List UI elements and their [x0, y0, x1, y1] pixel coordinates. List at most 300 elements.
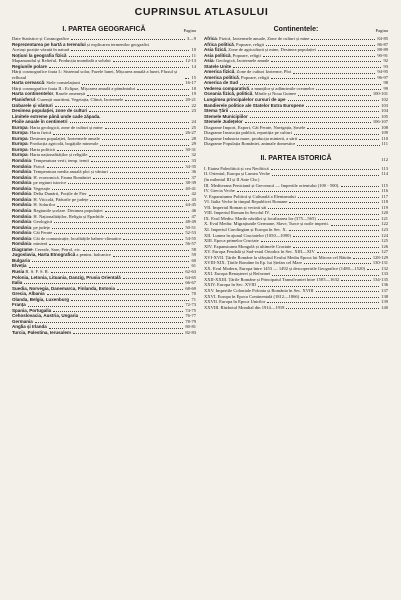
dot-leader: [293, 236, 379, 237]
dot-leader: [51, 272, 183, 273]
toc-entry-bold: România: [12, 163, 32, 169]
dot-leader: [49, 244, 183, 245]
toc-entry-text: , Zone de agricultură și mine, Desimea populației: [226, 47, 316, 53]
toc-entry-bold: Spania, Portugalia: [12, 307, 52, 313]
toc-entry-text: , Zone de culturi Izoterme, Ploi: [234, 69, 292, 75]
toc-entry-text: : pe județe: [31, 224, 50, 230]
toc-entry-bold: Suedia, Norvegia, Danemarca, Finlanda, Estonia: [12, 285, 116, 291]
toc-entry-bold: Planisferul: [12, 97, 36, 103]
toc-entry-text: : Vegetație: [31, 185, 51, 191]
toc-entry-page: 93: [383, 63, 388, 69]
toc-entry-text: R. S. F. S. R.: [24, 268, 49, 274]
toc-entry-text: , a munților și adâncimile oceanelor: [249, 85, 315, 91]
dot-leader: [297, 145, 379, 146]
section-istorica-page: 112: [381, 156, 388, 162]
toc-entry-page: 84-85: [377, 36, 388, 41]
toc-entry-bold: Asia fizică: [204, 47, 227, 53]
toc-entry-bold: Cehoslovacia, Austria, Ungaria: [12, 313, 79, 319]
dot-leader: [113, 256, 190, 257]
toc-entry-page: 62-63: [185, 268, 196, 274]
dot-leader: [298, 197, 380, 198]
toc-entry-text: V. Expansiunea Politică și Culturală a Elenismului: [204, 193, 296, 199]
dot-leader: [71, 39, 185, 40]
toc-entry-bold: Ploile anuale în centimetri: [12, 119, 68, 125]
toc-entry-page: 139: [381, 299, 388, 305]
dot-leader: [230, 111, 379, 112]
toc-entry-page: 70: [191, 291, 196, 297]
toc-entry-page: 78-79: [185, 318, 196, 324]
toc-entry-page: 102: [381, 97, 388, 103]
toc-entry-page: 25: [191, 124, 196, 130]
toc-entry-page: 106-107: [372, 119, 388, 125]
dot-leader: [289, 202, 379, 203]
section-heading-geografica: I. PARTEA GEOGRAFICĂ: [62, 26, 146, 33]
toc-entry-bold: Asia: [204, 58, 214, 64]
toc-entry-page: 46: [191, 207, 196, 213]
toc-entry-bold: România: [12, 196, 32, 202]
toc-entry-page: 115: [381, 182, 388, 188]
dot-leader: [233, 67, 381, 68]
toc-entry-bold: Jugoslavia, Harta Etnografică: [12, 252, 76, 258]
toc-entry-text: Aceiași poziție văzută în natură: [12, 47, 70, 53]
toc-entry-page: 12-13: [185, 58, 196, 64]
dot-leader: [341, 280, 371, 281]
toc-entry-page: 108: [381, 124, 388, 130]
toc-entry-page: 66-67: [185, 280, 196, 286]
dot-leader: [311, 39, 375, 40]
toc-entry-page: 86-87: [377, 41, 388, 47]
toc-entry: [12, 69, 196, 80]
dot-leader: [301, 297, 379, 298]
toc-entry-text: : Fizică: [31, 163, 45, 169]
right-entries: [204, 36, 388, 147]
toc-entry-title: [12, 275, 121, 281]
toc-entry-text: VI. Italia Veche în timpul Republicei Romane: [204, 199, 288, 205]
toc-entry-page: 118: [381, 199, 388, 205]
dot-leader: [367, 269, 379, 270]
toc-entry-page: 99: [383, 85, 388, 91]
toc-entry-title: [204, 305, 284, 311]
dot-leader: [54, 222, 183, 223]
toc-entry-bold: Stemele Municipiilor: [204, 113, 248, 119]
dot-leader: [73, 333, 183, 334]
dot-leader: [271, 169, 380, 170]
toc-entry-page: 37: [191, 174, 196, 180]
toc-entry-page: 22: [191, 102, 196, 108]
toc-entry-text: II. Orientul, Europa și Lumea Veche: [204, 171, 270, 177]
toc-entry-text: XXVII. Europa în Epoca Unirilor: [204, 299, 266, 305]
toc-entry-page: 137: [381, 287, 388, 293]
dot-leader: [299, 139, 379, 140]
dot-leader: [272, 214, 379, 215]
toc-entry-text: , Popoare, religii: [238, 74, 270, 80]
toc-entry-page: 98: [383, 80, 388, 86]
toc-entry-page: 90-91: [377, 52, 388, 58]
toc-entry-text: I. Etatea Paleolitică și cea Neolitică: [204, 165, 269, 171]
dot-leader: [71, 300, 189, 301]
toc-entry-text: XXI. Europa Renașterei și Reformei: [204, 271, 271, 277]
toc-entry-page: 32: [191, 152, 196, 158]
toc-entry: [12, 330, 196, 336]
toc-entry-text: Diagrame Industria mare, producția minieră, a sării: [204, 135, 298, 141]
toc-entry-text: Hărți cosmografice foaia I.: Sistemul solar, Fazele lunei, Mișcarea anuală a lunei, Fluxul și refluxul: [12, 69, 178, 80]
dot-leader: [250, 117, 379, 118]
toc-entry-page: 44-45: [185, 202, 196, 208]
toc-entry-page: 125: [381, 238, 388, 244]
toc-entry-page: 20-21: [185, 97, 196, 103]
toc-entry-page: 15: [191, 74, 196, 80]
dot-leader: [245, 122, 371, 123]
dot-leader: [298, 95, 371, 96]
dot-leader: [49, 67, 189, 68]
toc-entry-text: XII. Lumea în ajunul Cruciatelor (1050—1090): [204, 232, 291, 238]
dot-leader: [288, 100, 380, 101]
toc-entry-page: 72-73: [185, 302, 196, 308]
toc-entry-text: : Geologică: [31, 219, 53, 225]
dot-leader: [117, 289, 183, 290]
toc-entry-text: , Popoare, religii: [230, 52, 261, 58]
toc-entry-page: 119: [381, 204, 388, 210]
toc-entry-bold: Grecia, Albania: [12, 291, 45, 297]
dot-leader: [237, 191, 380, 192]
dot-leader: [57, 150, 184, 151]
dot-leader: [53, 311, 183, 312]
toc-entry-bold: Elveția: [12, 263, 27, 269]
dot-leader: [52, 228, 183, 229]
toc-entry-text: : Curenții maritimi, Vegetația, Climă, Izotermele: [35, 97, 124, 103]
toc-entry-text: : Fizică, Izotermele anuale, Zone de culturi și mine: [216, 36, 310, 41]
toc-entry-page: 42: [191, 191, 196, 197]
toc-entry-page: 71: [191, 296, 196, 302]
section-heading-continentele: Continentele:: [273, 26, 319, 33]
toc-entry-page: 76-77: [185, 313, 196, 319]
toc-entry-bold: Harta continentelor: [12, 91, 54, 97]
toc-entry-text: , Mările și Noua Guinee: [252, 91, 297, 97]
toc-entry-text: : Stele constelațiuni: [44, 80, 80, 86]
toc-entry-title: [12, 330, 71, 336]
toc-entry-page: 11: [191, 52, 196, 58]
right-section-header: [204, 26, 388, 33]
toc-entry-text: : Harta politică: [27, 146, 55, 152]
toc-entry-page: 38-39: [185, 180, 196, 186]
toc-entry-bold: Africa: [204, 36, 217, 41]
toc-entry-text: : Harta naționalităților și religiile: [27, 152, 88, 158]
toc-entry-text: : Temperatura media anuală ploi și vânturi: [31, 169, 108, 175]
toc-entry-text: : minieră: [31, 241, 48, 247]
toc-entry-page: 127: [381, 249, 388, 255]
right-column: [204, 24, 388, 336]
toc-entry-page: 103: [381, 102, 388, 108]
toc-entry-text: : Delta Dunării, Porțile de Fier: [31, 191, 87, 197]
dot-leader: [80, 317, 183, 318]
toc-entry-text: Diagrame Import, Export, Căi Ferate, Navigația, Șosele: [204, 124, 306, 130]
toc-entry-bold: România: [12, 180, 32, 186]
toc-entry-bold: România: [12, 174, 32, 180]
dot-leader: [306, 106, 379, 107]
toc-entry-page: 50-51: [185, 224, 196, 230]
dot-leader: [55, 106, 190, 107]
toc-entry-page: 47: [191, 213, 196, 219]
toc-entry-page: 26-27: [185, 130, 196, 136]
toc-entry-text: XVIII-XIX. Țările Române în Ep. lui Ștefan cel Mare: [204, 260, 302, 266]
dot-leader: [294, 134, 379, 135]
dot-leader: [341, 186, 379, 187]
toc-entry-page: 124: [381, 232, 388, 238]
dot-leader: [123, 239, 183, 240]
toc-entry-page: 19: [191, 91, 196, 97]
toc-entry-text: : Harta geologică, zone de culturi și mine: [27, 124, 103, 130]
toc-entry-text: , Rasele omenești: [53, 91, 86, 97]
toc-entry-text: : Harta fizică: [27, 130, 52, 136]
dot-leader: [353, 258, 371, 259]
toc-entry-page: 138: [381, 293, 388, 299]
toc-entry-text: VII. Imperiul Roman și vecinii săi: [204, 204, 267, 210]
toc-entry-text: VIII. Imperiul Roman în Secolul IV.: [204, 210, 270, 216]
toc-entry-bold: Izobarele și vânturi: [12, 102, 53, 108]
toc-entry-text: XVI-XVII. Țările Române la sfârșitul Evului Mediu Epoca lui Mircea cel Bătrân: [204, 254, 352, 260]
toc-entry-page: 94-95: [377, 69, 388, 75]
toc-entry-text: Date Statistice și Cosmografice: [12, 36, 70, 41]
toc-entry-text: XXIV. Europa în Sec. XVIII: [204, 282, 256, 288]
dot-leader: [102, 139, 190, 140]
toc-entry-text: XXV. Imperiile Coloniale Polonia și România în Sec. XVIII: [204, 287, 314, 293]
toc-entry-bold: Vederea comparativă: [204, 85, 250, 91]
toc-entry-bold: Diagrame: [12, 246, 33, 252]
toc-entry-text: XXII-XXIII. Țările Române și Principatul Transilvaniei între 1505—1632: [204, 276, 340, 282]
toc-entry-text: și explicarea termenilor geografici: [85, 41, 150, 47]
toc-entry-bold: România: [12, 241, 32, 247]
dot-leader: [89, 195, 190, 196]
toc-entry-text: : Temperatura verii, temp. iernii: [31, 158, 89, 164]
toc-entry-page: 64-65: [185, 274, 196, 280]
toc-entry-page: 100-101: [372, 91, 388, 97]
section-heading-istorica: [204, 155, 388, 162]
toc-entry-bold: Asia politică: [204, 52, 231, 58]
toc-entry-page: 3—9: [186, 36, 196, 41]
toc-entry-page: 105: [381, 113, 388, 119]
dot-leader: [271, 61, 381, 62]
toc-entry-bold: România: [12, 202, 32, 208]
toc-entry-bold: Europa: [12, 141, 28, 147]
left-entries: [12, 36, 196, 336]
dot-leader: [52, 189, 183, 190]
dot-leader: [110, 172, 190, 173]
toc-entry-text: : Desimea populației, Izotermele anuale: [27, 135, 100, 141]
toc-entry-text: Mapamondul și Relieful, Producția mondială a solului: [12, 58, 111, 64]
toc-entry-title: [204, 141, 295, 147]
toc-entry-bold: România: [12, 224, 32, 230]
toc-entry-page: 10: [191, 47, 196, 53]
toc-entry-page: 43: [191, 196, 196, 202]
toc-entry-page: 111: [381, 141, 388, 147]
dot-leader: [317, 252, 379, 253]
toc-entry-text: : H. Solurilor: [31, 202, 56, 208]
toc-entry-text: IV. Grecia Veche: [204, 188, 235, 194]
dot-leader: [261, 241, 379, 242]
toc-entry-bold: Statele Unite: [204, 63, 232, 69]
toc-entry-page: 60: [191, 257, 196, 263]
toc-entry-bold: Europa: [12, 152, 28, 158]
dot-leader: [125, 100, 183, 101]
dot-leader: [271, 78, 375, 79]
toc-entry-page: 28: [191, 135, 196, 141]
dot-leader: [35, 322, 184, 323]
toc-entry-page: 14: [191, 63, 196, 69]
dot-leader: [258, 286, 379, 287]
toc-entry-page: 114: [381, 171, 388, 177]
toc-entry-text: XIII. Epoca primelor Cruciate: [204, 238, 259, 244]
dot-leader: [87, 95, 189, 96]
toc-entry-page: 92: [383, 58, 388, 64]
toc-entry-page: 121: [381, 215, 388, 221]
toc-entry-page: 40-41: [185, 185, 196, 191]
toc-entry-bold: România: [12, 169, 32, 175]
dot-leader: [307, 128, 379, 129]
toc-entry-text: IX. Evul Mediu: Marile năvăliri și localizarea lor (375—565): [204, 215, 316, 221]
toc-entry-text: XX. Evul Modern, Europa între 1453 — 1492 și descoperirile Geografice (1480—1520): [204, 265, 365, 271]
toc-entry-page: 113: [381, 165, 388, 171]
toc-entry-text: : H. Naționalităților, Religia și Eparhiile: [31, 213, 104, 219]
toc-entry-page: 133: [381, 271, 388, 277]
toc-entry-page: 120: [381, 210, 388, 216]
toc-entry-text: : Căi de comunicație, localitățile balneo-climatice: [31, 235, 122, 241]
dot-leader: [105, 211, 190, 212]
toc-entry-text: : Cereale, Sare, Petrol, etc.: [32, 246, 81, 252]
page-label-right: Pagina: [375, 28, 388, 33]
historic-entries: [204, 166, 388, 310]
toc-entry-page: 116: [381, 188, 388, 194]
toc-entry-page: 122: [381, 221, 388, 227]
toc-entry-page: 104: [381, 108, 388, 114]
toc-entry-bold: Franța: [12, 302, 26, 308]
toc-entry-page: 29: [191, 141, 196, 147]
dot-leader: [293, 73, 375, 74]
dot-leader: [318, 219, 379, 220]
toc-entry-bold: Turcia, Palestina, Ierusalem: [12, 329, 71, 335]
toc-entry: [204, 141, 388, 147]
toc-entry-text: Diagrame Populația României, animale domestice: [204, 141, 296, 147]
toc-entry-page: 59: [191, 252, 196, 258]
toc-entry-bold: Italia: [12, 280, 23, 286]
toc-entry-bold: România: [12, 207, 32, 213]
dot-leader: [100, 145, 189, 146]
dot-leader: [316, 291, 380, 292]
dot-leader: [49, 328, 184, 329]
toc-entry-bold: Europa: [12, 146, 28, 152]
toc-entry-text: : Geologică, Izotermele anuale: [213, 58, 270, 64]
toc-entry-text: : H. Viticolă, Pădurile pe județe: [31, 196, 89, 202]
toc-entry-bold: România: [12, 235, 32, 241]
toc-entry-bold: America de Sud: [204, 80, 239, 86]
dot-leader: [32, 261, 189, 262]
toc-entry-title: [12, 69, 183, 80]
toc-entry-text: Hărți cosmografice foaia II.: Eclipse, Mișcarea anuală a pământului: [12, 85, 135, 91]
toc-entry-page: 48-49: [185, 219, 196, 225]
toc-entry-bold: Noțiuni la geografia fizică: [12, 52, 67, 58]
toc-entry-page: 136: [381, 282, 388, 288]
toc-entry-text: : H. economică. Fauna României: [31, 174, 91, 180]
toc-entry-page: 34-35: [185, 163, 196, 169]
toc-entry: [204, 305, 388, 311]
toc-entry-page: 110: [381, 135, 388, 141]
toc-entry-bold: România: [12, 158, 32, 164]
toc-entry-bold: Regiunile polare: [12, 63, 48, 69]
toc-entry-bold: Olanda, Belgia, Luxenburg: [12, 296, 70, 302]
toc-entry-text: Diagrame Instrucția publică, repartiția pe culturi: [204, 130, 292, 136]
toc-entry-page: 117: [381, 193, 388, 199]
dot-leader: [90, 200, 189, 201]
dot-leader: [106, 217, 190, 218]
toc-entry-page: 54-55: [185, 235, 196, 241]
dot-leader: [91, 161, 190, 162]
dot-leader: [89, 111, 189, 112]
toc-entry-page: 24: [191, 119, 196, 125]
dot-leader: [82, 84, 183, 85]
toc-entry-bold: România: [12, 213, 32, 219]
dot-leader: [71, 50, 189, 51]
dot-leader: [263, 56, 376, 57]
left-column: [12, 24, 196, 336]
toc-entry-bold: Bandierele politice ale Statelor Extra Europene: [204, 102, 305, 108]
dot-leader: [268, 208, 379, 209]
toc-entry-bold: Reprezentarea pe hartă a terenului: [12, 41, 86, 47]
toc-entry-page: 23: [191, 108, 196, 114]
dot-leader: [89, 156, 189, 157]
page-title: CUPRINSUL ATLASULUI: [134, 6, 269, 18]
dot-leader: [68, 183, 183, 184]
dot-leader: [47, 167, 184, 168]
dot-leader: [304, 263, 371, 264]
toc-entry-bold: România: [12, 191, 32, 197]
toc-entry-bold: Stema Țării: [204, 108, 229, 114]
toc-entry-page: 33: [191, 158, 196, 164]
toc-entry-bold: America politică: [204, 74, 239, 80]
dot-leader: [105, 128, 190, 129]
toc-entry-bold: Bulgaria: [12, 257, 31, 263]
dot-leader: [272, 275, 379, 276]
toc-entry-page: 52-53: [185, 230, 196, 236]
toc-entry-text: : pe regiuni istorice: [31, 180, 67, 186]
toc-entry-bold: Stemele Județelor: [204, 119, 243, 125]
toc-entry-page: 130-131: [372, 260, 388, 266]
dot-leader: [83, 250, 189, 251]
toc-entry-text: XXVIII. Războiul Mondial din 1914—1918: [204, 304, 285, 310]
dot-leader: [137, 89, 189, 90]
toc-entry-page: 68-69: [185, 285, 196, 291]
dot-leader: [47, 294, 190, 295]
toc-entry-page: 36: [191, 169, 196, 175]
toc-entry-page: 134-135: [372, 276, 388, 282]
left-section-header: [12, 26, 196, 33]
toc-entry-page: 96-97: [377, 74, 388, 80]
toc-entry-bold: Lungimea principalelor cursuri de ape: [204, 97, 286, 103]
toc-entry-page: 18: [191, 85, 196, 91]
dot-leader: [293, 247, 379, 248]
toc-entry-page: 56-57: [185, 241, 196, 247]
toc-entry-bold: Desimea populației, zone de culturi: [12, 108, 88, 114]
toc-entry-page: 109: [381, 130, 388, 136]
toc-entry-text: XXVI. Europa în Epoca Continentală (1812—1866): [204, 293, 300, 299]
dot-leader: [53, 134, 183, 135]
toc-entry-page: 74-75: [185, 307, 196, 313]
dot-leader: [185, 78, 189, 79]
page-label-left: Pagina: [183, 28, 196, 33]
dot-leader: [123, 278, 184, 279]
toc-entry-bold: România: [12, 219, 32, 225]
toc-entry-bold: Rusia: [12, 268, 25, 274]
toc-entry-text: XIV. Expansiunea Mongolă și ultimele Cruciate: [204, 243, 292, 249]
toc-entry-text: : Producția agricolă, bogățiile minerale: [27, 141, 99, 147]
